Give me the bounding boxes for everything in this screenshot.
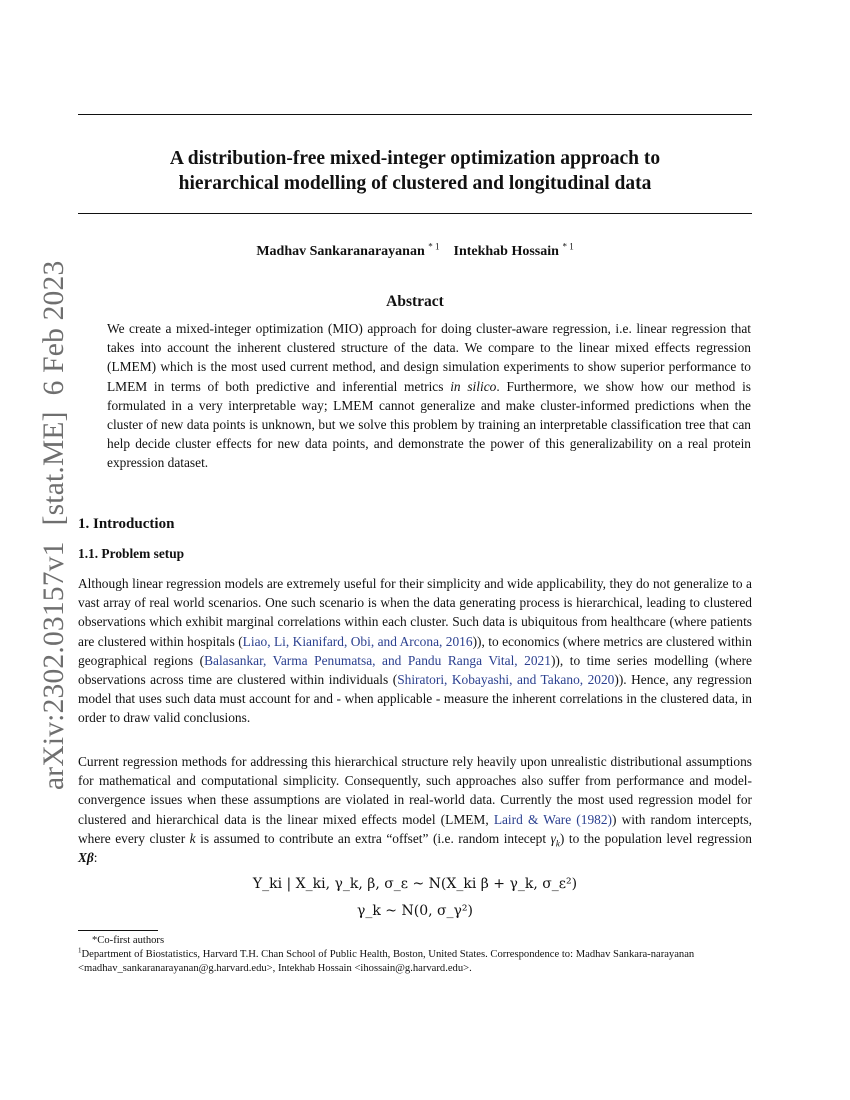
equation-1: Y_ki | X_ki, γ_k, β, σ_ε ~ N(X_ki β + γ_k, σ_ε²) xyxy=(252,876,578,892)
arxiv-stamp xyxy=(38,245,71,790)
citation-link[interactable]: Shiratori, Kobayashi, and Takano, 2020 xyxy=(397,672,615,688)
intro-paragraph-2 xyxy=(78,752,752,867)
para-text: )), to economics (where metrics are clustered within geographical regions ( xyxy=(78,633,752,668)
subsection-heading: 1.1. Problem setup xyxy=(78,546,185,561)
arxiv-date: 6 Feb 2023 xyxy=(38,260,70,396)
para-text: )). Hence, any regression model that uses such data must account for and - when applicable - measure the inherent correlations in the clustered data, in order to draw valid conclusions. xyxy=(78,672,752,726)
title-line-1: A distribution-free mixed-integer optimization approach to xyxy=(169,148,661,169)
abstract-heading: Abstract xyxy=(386,293,444,310)
footnote-cofirst: *Co-first authors xyxy=(92,935,165,946)
citation-link[interactable]: Liao, Li, Kianifard, Obi, and Arcona, 2016 xyxy=(242,633,473,649)
title-bottom-rule xyxy=(78,213,752,214)
abstract-text: . Furthermore, we show how our method is formulated in a very interpretable way; LMEM cannot generalize and make cluster-informed predictions when the cluster of new data points is unknown, but we solve this problem by training an interpretable classification tree that can help decide cluster effects for new data points, and demonstrate the power of this generalizability on a real protein expression dataset. xyxy=(107,378,751,471)
footnote-text: Department of Biostatistics, Harvard T.H. Chan School of Public Health, Boston, United States. Correspondence to: Madhav Sankara-narayanan <madhav_sankaranarayanan@g.harvard.edu>, Intekhab Hossain <ihossain@g.harvard.edu>. xyxy=(78,949,695,974)
abstract-body xyxy=(107,319,751,473)
author-mark: * 1 xyxy=(562,241,574,252)
author-list xyxy=(78,241,752,260)
para-text: : xyxy=(93,850,98,866)
math-sub: k xyxy=(555,838,560,849)
arxiv-category: [stat.ME] xyxy=(38,411,70,526)
para-text: ) with random intercepts, where every cluster xyxy=(78,811,752,846)
para-text: Current regression methods for addressing this hierarchical structure rely heavily upon unrealistic distributional assumptions for mathematical and computational simplicity. Consequently, such approaches also suffer from performance and model-convergence issues when these assumptions are violated in real-world data. Currently the most used regression model for clustered and hierarchical data is the linear mixed effects model (LMEM, xyxy=(78,754,752,827)
paper-title xyxy=(78,146,752,196)
author-name: Intekhab Hossain xyxy=(453,244,559,259)
citation-link[interactable]: Laird & Ware (1982) xyxy=(493,811,613,827)
citation-link[interactable]: Balasankar, Varma Penumatsa, and Pandu Ranga Vital, 2021 xyxy=(204,652,551,668)
math-k: k xyxy=(189,830,196,846)
para-text: ) to the population level regression xyxy=(559,830,752,846)
author-mark: * 1 xyxy=(428,241,440,252)
para-text: is assumed to contribute an extra “offset” (i.e. random intecept xyxy=(195,830,551,846)
equation-2: γ_k ~ N(0, σ_γ²) xyxy=(357,903,473,919)
footnote-rule xyxy=(78,930,158,931)
title-top-rule xyxy=(78,114,752,115)
math-gamma: γ xyxy=(550,830,556,846)
para-text: )), to time series modelling (where observations across time are clustered within individuals ( xyxy=(78,652,752,688)
abstract-text: We create a mixed-integer optimization (MIO) approach for doing cluster-aware regression, i.e. linear regression that takes into account the inherent clustered structure of the data. We compare to the linear mixed effects regression (LMEM) which is the most used current method, and design simulation experiments to show superior performance to LMEM in terms of both predictive and inferential metrics xyxy=(107,321,751,394)
intro-paragraph-1 xyxy=(78,574,752,728)
footnote-affiliation xyxy=(78,948,752,976)
author-name: Madhav Sankaranarayanan xyxy=(256,244,425,259)
footnote-mark: 1 xyxy=(78,946,82,955)
math-xbeta: Xβ xyxy=(78,850,94,866)
title-line-2: hierarchical modelling of clustered and longitudinal data xyxy=(178,173,652,194)
arxiv-id: arXiv:2302.03157v1 xyxy=(38,541,70,790)
para-text: Although linear regression models are extremely useful for their simplicity and wide applicability, they do not generalize to a vast array of real world scenarios. One such scenario is when the data generating process is hierarchical, leading to clustered observations which exhibit marginal correlations within each cluster. Such data is ubiquitous from healthcare (where patients are clustered within hospitals ( xyxy=(78,576,752,649)
abstract-italic: in silico xyxy=(450,378,497,394)
section-heading: 1. Introduction xyxy=(78,516,175,532)
